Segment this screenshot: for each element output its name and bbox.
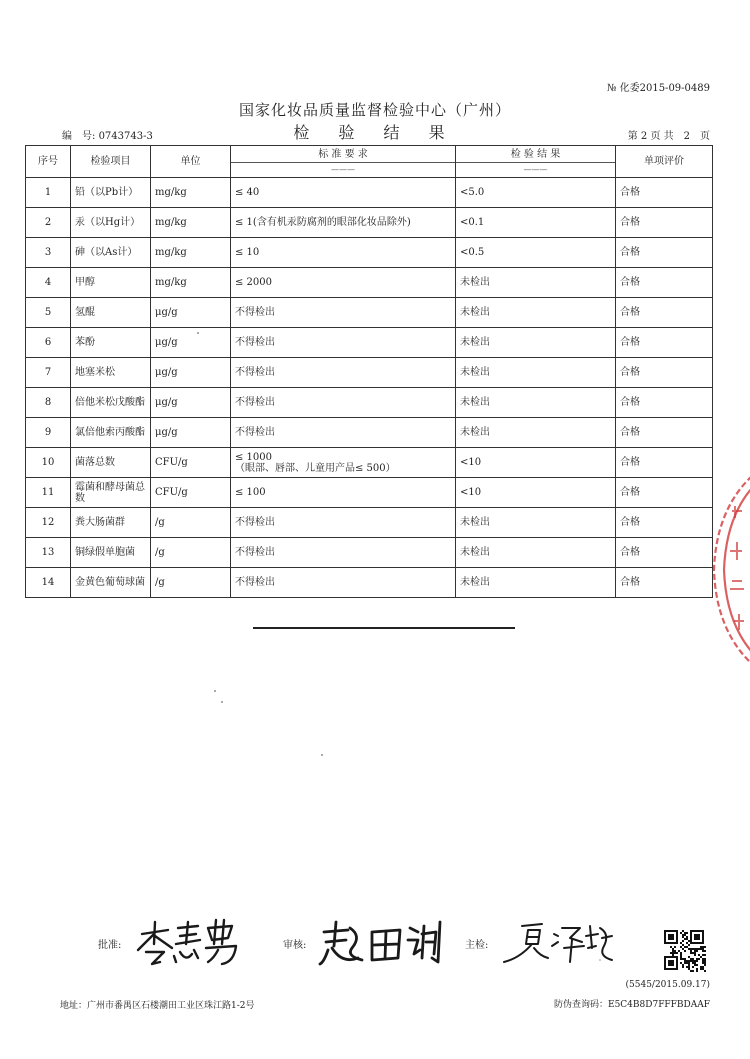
cell-no: 3 xyxy=(26,238,71,268)
col-header-no: 序号 xyxy=(26,146,71,178)
page-info: 第 2 页 共 2 页 xyxy=(627,131,710,142)
table-row xyxy=(26,208,713,238)
cell-unit: /g xyxy=(151,568,231,598)
cell-judgement: 合格 xyxy=(616,208,713,238)
cell-standard xyxy=(231,448,456,478)
reviewer-signature xyxy=(318,918,448,968)
serial-value: 0743743-3 xyxy=(98,131,153,142)
cell-standard xyxy=(231,508,456,538)
cell-no: 6 xyxy=(26,328,71,358)
cell-item: 苯酚 xyxy=(71,328,151,358)
cell-standard xyxy=(231,208,456,238)
cell-no: 4 xyxy=(26,268,71,298)
cell-result: 未检出 xyxy=(456,358,616,388)
cell-standard-text: 不得检出 xyxy=(235,427,275,438)
cell-result: 未检出 xyxy=(456,388,616,418)
cell-item: 金黄色葡萄球菌 xyxy=(71,568,151,598)
cell-judgement: 合格 xyxy=(616,568,713,598)
cell-standard xyxy=(231,388,456,418)
cell-result: 未检出 xyxy=(456,268,616,298)
cell-standard xyxy=(231,238,456,268)
cell-no: 5 xyxy=(26,298,71,328)
cell-result: 未检出 xyxy=(456,298,616,328)
report-number: № 化委2015-09-0489 xyxy=(606,83,710,94)
col-header-standard-label: 标 准 要 求 xyxy=(318,148,368,160)
cell-item: 地塞米松 xyxy=(71,358,151,388)
cell-item: 汞（以Hg计） xyxy=(71,208,151,238)
cell-item: 粪大肠菌群 xyxy=(71,508,151,538)
cell-judgement: 合格 xyxy=(616,328,713,358)
cell-standard xyxy=(231,328,456,358)
cell-unit: μg/g xyxy=(151,418,231,448)
reviewer-label: 审核: xyxy=(283,940,307,951)
serial-number xyxy=(62,127,153,142)
organization-title: 国家化妆品质量监督检验中心（广州） xyxy=(238,101,511,119)
anti-fake-code: 防伪查询码：E5C4B8D7FFFBDAAF xyxy=(554,1000,710,1010)
cell-item: 氯倍他索丙酸酯 xyxy=(71,418,151,448)
cell-judgement: 合格 xyxy=(616,418,713,448)
cell-standard xyxy=(231,178,456,208)
cell-no: 13 xyxy=(26,538,71,568)
cell-item: 砷（以As计） xyxy=(71,238,151,268)
cell-judgement: 合格 xyxy=(616,358,713,388)
cell-standard-text: ≤ 100 xyxy=(235,487,266,498)
table-row xyxy=(26,538,713,568)
col-header-standard xyxy=(231,146,456,178)
approver-label: 批准: xyxy=(98,940,122,951)
cell-no: 2 xyxy=(26,208,71,238)
cell-item: 铅（以Pb计） xyxy=(71,178,151,208)
cell-standard-text: 不得检出 xyxy=(235,307,275,318)
cell-no: 12 xyxy=(26,508,71,538)
cell-standard-text: ≤ 40 xyxy=(235,187,260,198)
cell-unit: mg/kg xyxy=(151,268,231,298)
results-table xyxy=(25,145,713,598)
col-header-result-label: 检 验 结 果 xyxy=(510,148,561,160)
code-date: (5545/2015.09.17) xyxy=(625,980,710,990)
cell-standard-text: ≤ 10 xyxy=(235,247,260,258)
cell-standard-note: （眼部、唇部、儿童用产品≤ 500） xyxy=(235,462,396,474)
cell-standard xyxy=(231,358,456,388)
cell-unit: μg/g xyxy=(151,328,231,358)
cell-standard xyxy=(231,298,456,328)
cell-unit: CFU/g xyxy=(151,478,231,508)
results-body xyxy=(26,178,713,598)
cell-unit: CFU/g xyxy=(151,448,231,478)
document-title: 检 验 结 果 xyxy=(293,123,457,142)
cell-standard xyxy=(231,268,456,298)
cell-standard xyxy=(231,538,456,568)
cell-result: <0.1 xyxy=(456,208,616,238)
cell-no: 9 xyxy=(26,418,71,448)
cell-unit: μg/g xyxy=(151,358,231,388)
cell-result: <10 xyxy=(456,478,616,508)
table-header-row xyxy=(26,146,713,178)
cell-standard-text: 不得检出 xyxy=(235,547,275,558)
table-end-line xyxy=(253,627,515,629)
cell-judgement: 合格 xyxy=(616,478,713,508)
col-header-result xyxy=(456,146,616,178)
cell-standard xyxy=(231,478,456,508)
cell-judgement: 合格 xyxy=(616,508,713,538)
cell-no: 14 xyxy=(26,568,71,598)
table-row xyxy=(26,418,713,448)
table-row xyxy=(26,508,713,538)
cell-unit: /g xyxy=(151,538,231,568)
table-row xyxy=(26,568,713,598)
cell-no: 10 xyxy=(26,448,71,478)
address: 地址：广州市番禺区石楼潮田工业区珠江路1-2号 xyxy=(60,1001,255,1011)
cell-standard-text: ≤ 1000 xyxy=(235,451,273,463)
cell-judgement: 合格 xyxy=(616,538,713,568)
cell-result: 未检出 xyxy=(456,418,616,448)
cell-result: 未检出 xyxy=(456,328,616,358)
cell-judgement: 合格 xyxy=(616,448,713,478)
table-row xyxy=(26,178,713,208)
inspection-seal xyxy=(712,470,750,670)
cell-judgement: 合格 xyxy=(616,388,713,418)
col-header-standard-sub: ——— xyxy=(231,162,456,177)
qr-code-icon xyxy=(664,930,706,972)
serial-label: 编 号: xyxy=(62,131,96,142)
cell-judgement: 合格 xyxy=(616,178,713,208)
inspector-signature xyxy=(500,918,615,968)
approver-signature xyxy=(128,918,248,968)
cell-judgement: 合格 xyxy=(616,298,713,328)
cell-standard-text: 不得检出 xyxy=(235,367,275,378)
table-row xyxy=(26,388,713,418)
cell-standard-text: ≤ 2000 xyxy=(235,277,273,288)
cell-standard xyxy=(231,418,456,448)
cell-standard-text: 不得检出 xyxy=(235,337,275,348)
cell-item: 甲醇 xyxy=(71,268,151,298)
cell-item: 霉菌和酵母菌总数 xyxy=(71,478,151,508)
cell-item: 氢醌 xyxy=(71,298,151,328)
cell-standard-text: 不得检出 xyxy=(235,397,275,408)
col-header-item: 检验项目 xyxy=(71,146,151,178)
cell-item: 铜绿假单胞菌 xyxy=(71,538,151,568)
cell-item: 菌落总数 xyxy=(71,448,151,478)
cell-no: 8 xyxy=(26,388,71,418)
table-row xyxy=(26,478,713,508)
cell-result: 未检出 xyxy=(456,538,616,568)
cell-judgement: 合格 xyxy=(616,268,713,298)
cell-judgement: 合格 xyxy=(616,238,713,268)
table-row xyxy=(26,358,713,388)
table-row xyxy=(26,328,713,358)
cell-result: <0.5 xyxy=(456,238,616,268)
inspector-label: 主检: xyxy=(465,940,489,951)
cell-item: 倍他米松戊酸酯 xyxy=(71,388,151,418)
cell-unit: mg/kg xyxy=(151,178,231,208)
cell-unit: /g xyxy=(151,508,231,538)
cell-no: 11 xyxy=(26,478,71,508)
cell-result: 未检出 xyxy=(456,508,616,538)
cell-standard-text: 不得检出 xyxy=(235,577,275,588)
cell-unit: μg/g xyxy=(151,388,231,418)
table-row xyxy=(26,238,713,268)
cell-no: 7 xyxy=(26,358,71,388)
table-row xyxy=(26,298,713,328)
table-row xyxy=(26,268,713,298)
cell-result: 未检出 xyxy=(456,568,616,598)
cell-unit: mg/kg xyxy=(151,238,231,268)
cell-standard-text: ≤ 1(含有机汞防腐剂的眼部化妆品除外) xyxy=(235,217,411,228)
cell-result: <5.0 xyxy=(456,178,616,208)
cell-standard xyxy=(231,568,456,598)
col-header-result-sub: ——— xyxy=(456,162,616,177)
cell-standard-text: 不得检出 xyxy=(235,517,275,528)
cell-unit: μg/g xyxy=(151,298,231,328)
col-header-judgement: 单项评价 xyxy=(616,146,713,178)
cell-no: 1 xyxy=(26,178,71,208)
cell-unit: mg/kg xyxy=(151,208,231,238)
cell-result: <10 xyxy=(456,448,616,478)
table-row xyxy=(26,448,713,478)
col-header-unit: 单位 xyxy=(151,146,231,178)
